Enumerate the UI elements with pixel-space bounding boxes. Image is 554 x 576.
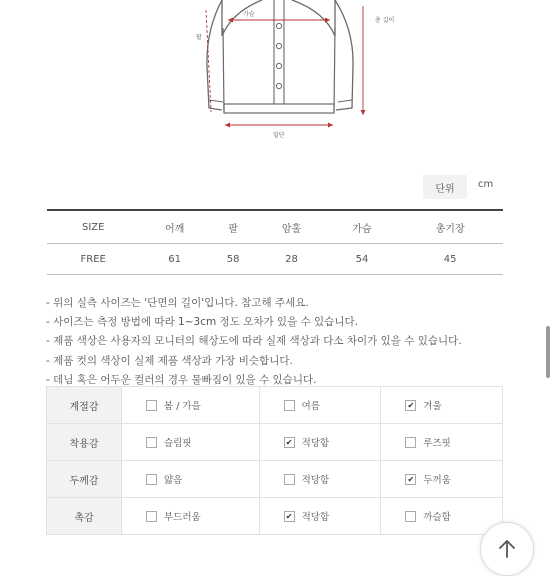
option-label: 적당함: [301, 475, 330, 486]
header-cell: 팔: [210, 210, 256, 244]
option-label: 겨울: [423, 401, 442, 412]
table-cell: 58: [210, 244, 256, 275]
feel-row-thickness: [47, 461, 503, 498]
feel-option: [381, 387, 503, 424]
cardigan-illustration: [0, 0, 554, 150]
option-label: 봄 / 가을: [164, 401, 201, 412]
table-cell: 54: [327, 244, 397, 275]
scrollbar-thumb[interactable]: [546, 326, 550, 378]
option-label: 적당함: [301, 512, 330, 523]
feel-option: [122, 461, 260, 498]
arrow-up-icon: [495, 537, 519, 561]
checkmark-icon[interactable]: ✔: [405, 400, 416, 411]
checkbox[interactable]: [146, 511, 157, 522]
checkmark-icon[interactable]: ✔: [405, 474, 416, 485]
checkbox[interactable]: [405, 511, 416, 522]
option-label: 적당함: [301, 438, 330, 449]
feel-option: [259, 424, 381, 461]
checkmark-icon[interactable]: ✔: [284, 437, 295, 448]
size-table-header: [47, 210, 503, 244]
note-item: - 사이즈는 측정 방법에 따라 1~3cm 정도 오차가 있을 수 있습니다.: [46, 316, 358, 329]
table-cell: FREE: [47, 244, 139, 275]
option-label: 까슬함: [423, 512, 451, 523]
feel-category: 착용감: [47, 424, 122, 461]
checkbox[interactable]: [146, 474, 157, 485]
option-label: 얇음: [164, 475, 183, 486]
header-cell: SIZE: [47, 210, 139, 244]
table-cell: 45: [397, 244, 503, 275]
table-cell: 61: [139, 244, 209, 275]
feel-row-texture: [47, 498, 503, 535]
checkbox[interactable]: [284, 474, 295, 485]
feel-option: [381, 461, 503, 498]
diagram-label-total-length: 총 길이: [375, 17, 395, 24]
option-label: 루즈핏: [423, 438, 451, 449]
option-label: 두꺼움: [423, 475, 451, 486]
feel-category: 계절감: [47, 387, 122, 424]
diagram-label-sleeve: 팔: [196, 34, 202, 41]
option-label: 부드러움: [164, 512, 201, 523]
unit-value: cm: [478, 179, 494, 190]
note-item: - 제품 색상은 사용자의 모니터의 해상도에 따라 실제 색상과 다소 차이가 있을 수 있습니다.: [46, 335, 462, 348]
feel-option: [122, 424, 260, 461]
table-cell: 28: [256, 244, 326, 275]
note-item: - 위의 실측 사이즈는 '단면의 길이'입니다. 참고해 주세요.: [46, 297, 309, 309]
feel-option: [259, 498, 381, 535]
notes-list: [46, 294, 462, 390]
unit-label-text: 단위: [435, 183, 455, 195]
option-label: 여름: [301, 401, 320, 412]
feel-option: [122, 498, 260, 535]
feel-option: [122, 387, 260, 424]
feel-table: [46, 386, 503, 535]
table-row: [47, 244, 503, 275]
checkbox[interactable]: [405, 437, 416, 448]
feel-option: [259, 461, 381, 498]
header-cell: 암홀: [256, 210, 326, 244]
checkmark-icon[interactable]: ✔: [284, 511, 295, 522]
feel-category: 두께감: [47, 461, 122, 498]
header-cell: 총기장: [397, 210, 503, 244]
scroll-top-button[interactable]: [480, 522, 534, 576]
feel-option: [381, 424, 503, 461]
feel-option: [259, 387, 381, 424]
feel-category: 촉감: [47, 498, 122, 535]
checkbox[interactable]: [146, 400, 157, 411]
feel-option: [381, 498, 503, 535]
garment-diagram: [0, 0, 554, 150]
unit-label: [423, 175, 467, 199]
checkbox[interactable]: [146, 437, 157, 448]
option-label: 슬림핏: [164, 438, 192, 449]
checkbox[interactable]: [284, 400, 295, 411]
header-cell: 가슴: [327, 210, 397, 244]
feel-row-season: [47, 387, 503, 424]
header-cell: 어깨: [139, 210, 209, 244]
diagram-label-hem: 밑단: [273, 132, 285, 139]
size-table: [47, 209, 503, 275]
note-item: - 제품 컷의 색상이 실제 제품 색상과 가장 비슷합니다.: [46, 354, 293, 367]
feel-row-fit: [47, 424, 503, 461]
note-item: - 데님 혹은 어두운 컬러의 경우 물빠짐이 있을 수 있습니다.: [46, 373, 317, 386]
diagram-label-chest: 가슴: [243, 11, 255, 18]
